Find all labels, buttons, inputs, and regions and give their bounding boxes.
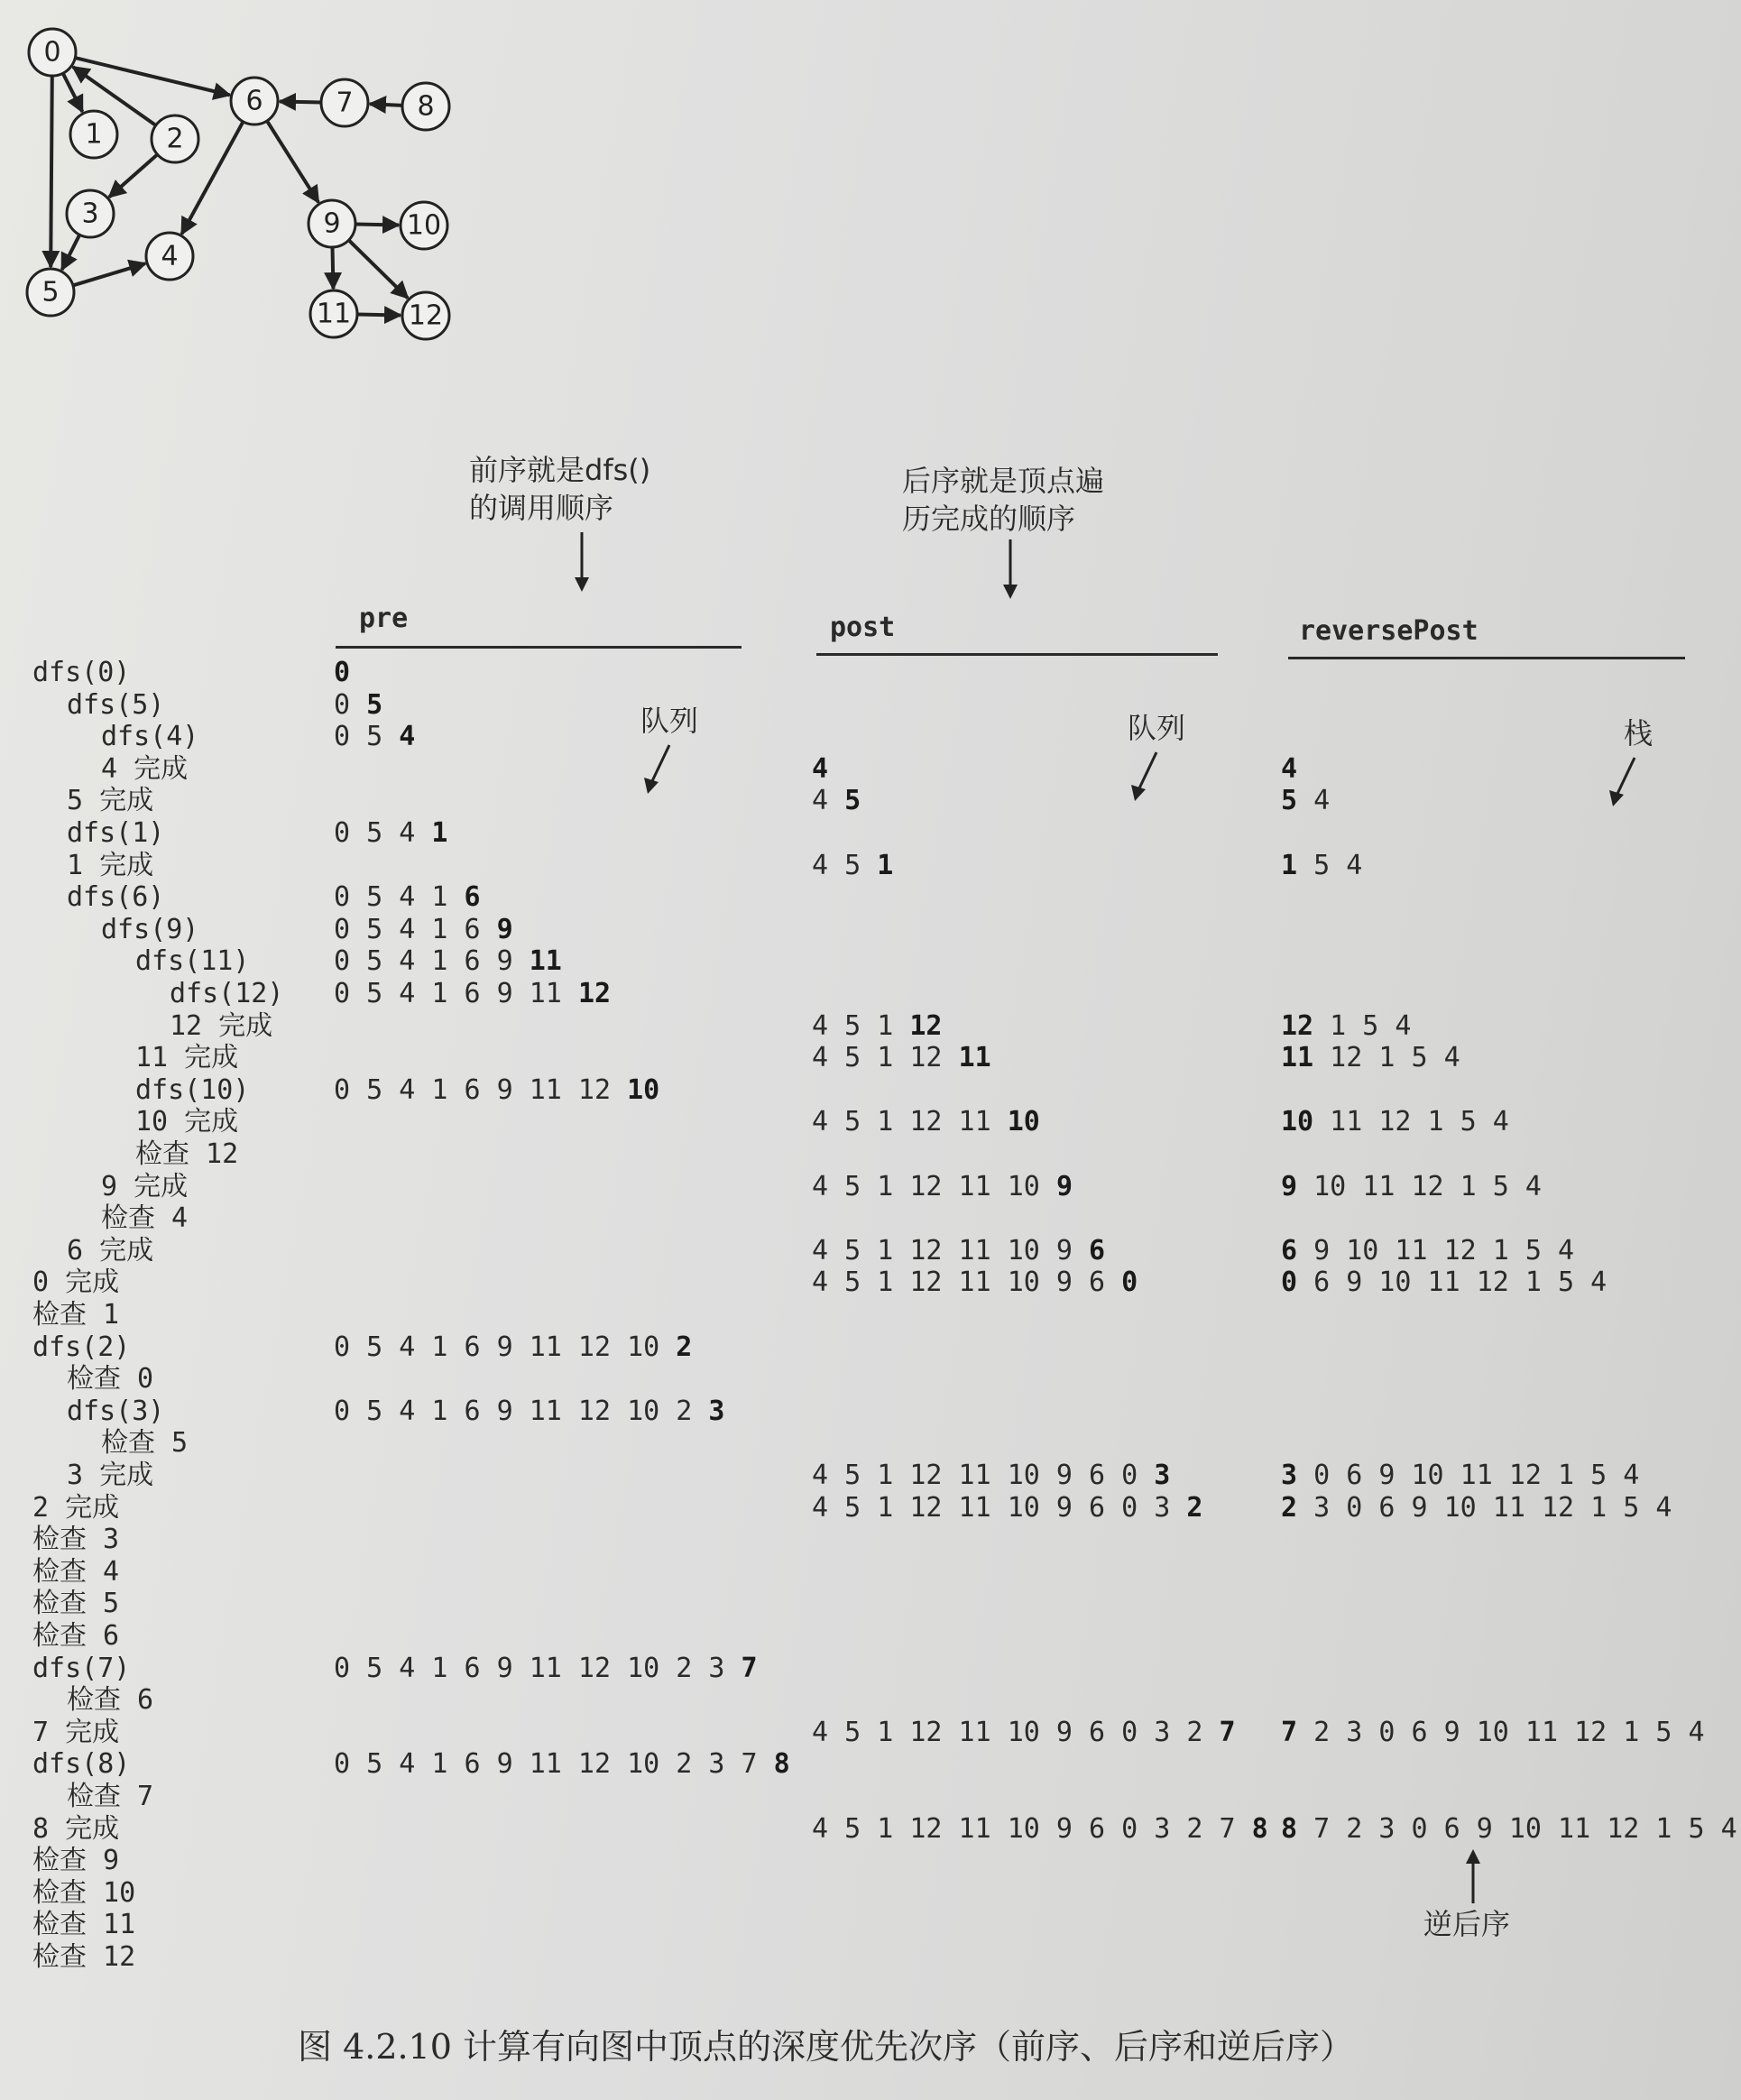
trace-step: 0 完成: [32, 1266, 120, 1299]
graph-node-label: 8: [417, 90, 435, 123]
pre-cell: 0 5 4 1 6 9 11 12 10: [334, 1073, 660, 1106]
reverse-post-cell: 1 5 4: [1281, 849, 1363, 881]
trace-row: [0, 1010, 1741, 1043]
new-vertex: 4: [399, 721, 416, 753]
trace-step: 4 完成: [101, 752, 189, 785]
graph-node-label: 12: [408, 299, 444, 332]
graph-node-label: 0: [43, 36, 61, 69]
trace-step: 检查 4: [101, 1202, 189, 1235]
new-vertex: 10: [1281, 1106, 1314, 1138]
graph-node-7: [321, 79, 368, 126]
trace-step: 9 完成: [101, 1170, 189, 1202]
trace-row: [0, 978, 1741, 1010]
trace-step: 检查 12: [32, 1941, 136, 1973]
edge-11-12: [357, 315, 401, 316]
trace-step: 10 完成: [135, 1106, 239, 1138]
reverse-post-header: reversePost: [1299, 615, 1478, 647]
trace-row: [0, 785, 1741, 817]
new-vertex: 8: [1251, 1812, 1268, 1845]
graph-node-9: [309, 200, 355, 247]
trace-step: dfs(11): [135, 945, 250, 978]
edge-9-10: [355, 225, 399, 226]
trace-row: [0, 753, 1741, 786]
edge-9-12: [349, 240, 408, 298]
graph-node-label: 3: [81, 198, 99, 230]
trace-row: [0, 1106, 1741, 1138]
reverse-post-cell: 9 10 11 12 1 5 4: [1281, 1170, 1542, 1202]
trace-row: [0, 1717, 1741, 1749]
new-vertex: 2: [1281, 1491, 1298, 1524]
trace-step: 检查 12: [135, 1138, 239, 1170]
new-vertex: 8: [773, 1748, 790, 1781]
stack-label: 栈: [1624, 716, 1653, 751]
graph-node-10: [401, 202, 447, 249]
post-annotation-line2: 历完成的顺序: [902, 502, 1076, 536]
trace-step: 检查 10: [32, 1876, 136, 1909]
trace-step: 检查 5: [32, 1588, 120, 1620]
trace-row: [0, 817, 1741, 850]
post-cell: 4 5 1 12 11 10 9: [812, 1170, 1073, 1202]
pre-cell: 0 5: [334, 688, 383, 721]
graph-node-8: [402, 83, 449, 130]
graph-node-11: [310, 290, 357, 337]
trace-row: [0, 1588, 1741, 1620]
trace-step: 检查 4: [32, 1555, 120, 1588]
trace-row: [0, 1781, 1741, 1813]
new-vertex: 0: [334, 657, 351, 688]
trace-row: [0, 1138, 1741, 1171]
edge-0-5: [51, 76, 52, 267]
new-vertex: 5: [1281, 785, 1298, 817]
trace-step: dfs(8): [32, 1748, 131, 1781]
trace-row: [0, 1042, 1741, 1074]
trace-step: 检查 6: [32, 1620, 120, 1652]
reverse-post-cell: 0 6 9 10 11 12 1 5 4: [1281, 1266, 1607, 1299]
trace-step: dfs(10): [135, 1073, 250, 1106]
trace-row: [0, 1202, 1741, 1235]
trace-row: [0, 1299, 1741, 1331]
post-cell: 4 5 1 12 11 10 9 6 0 3 2: [812, 1491, 1203, 1524]
trace-step: 检查 7: [67, 1781, 154, 1812]
post-header-rule: [816, 653, 1218, 656]
graph-nodes: [27, 29, 449, 339]
post-cell: 4 5 1 12 11 10 9 6 0 3 2 7: [812, 1716, 1236, 1748]
reverse-post-cell: 11 12 1 5 4: [1281, 1042, 1460, 1074]
graph-node-2: [152, 115, 198, 162]
trace-row: [0, 1813, 1741, 1846]
trace-step: 5 完成: [67, 785, 154, 817]
new-vertex: 4: [1281, 752, 1298, 785]
post-annotation: [902, 462, 1104, 538]
trace-step: 11 完成: [135, 1042, 239, 1074]
trace-step: 3 完成: [67, 1460, 154, 1491]
new-vertex: 9: [496, 913, 513, 945]
post-cell: 4 5 1 12: [812, 1009, 943, 1042]
post-annotation-arrow: [997, 539, 1024, 603]
graph-node-label: 9: [323, 207, 341, 240]
post-annotation-line1: 后序就是顶点遍: [902, 464, 1105, 498]
graph-node-12: [402, 292, 449, 339]
new-vertex: 7: [1219, 1716, 1236, 1748]
new-vertex: 10: [1007, 1106, 1040, 1138]
pre-cell: 0 5 4 1 6 9 11 12 10 2 3 7 8: [334, 1748, 790, 1781]
trace-row: [0, 657, 1741, 689]
reverse-post-arrow: [1460, 1849, 1487, 1903]
post-cell: 4 5: [812, 785, 861, 817]
reverse-post-cell: 12 1 5 4: [1281, 1009, 1412, 1042]
trace-row: [0, 1171, 1741, 1203]
trace-row: [0, 1684, 1741, 1717]
post-cell: [812, 753, 828, 786]
trace-step: 检查 11: [32, 1909, 136, 1941]
trace-row: [0, 1235, 1741, 1267]
graph-node-5: [27, 269, 74, 316]
new-vertex: 12: [909, 1009, 943, 1042]
trace-row: [0, 945, 1741, 978]
trace-step: 检查 9: [32, 1845, 120, 1877]
edge-0-1: [63, 73, 83, 112]
new-vertex: 9: [1281, 1170, 1298, 1202]
trace-step: dfs(0): [32, 657, 131, 688]
new-vertex: 1: [431, 817, 448, 849]
new-vertex: 12: [1281, 1009, 1314, 1042]
graph-node-0: [29, 29, 76, 76]
trace-row: [0, 1427, 1741, 1460]
trace-row: [0, 721, 1741, 753]
new-vertex: 0: [1281, 1266, 1298, 1299]
pre-cell: 0 5 4 1: [334, 817, 448, 849]
reverse-post-cell: 6 9 10 11 12 1 5 4: [1281, 1234, 1575, 1266]
new-vertex: 3: [1281, 1460, 1298, 1491]
reverse-post-cell: 5 4: [1281, 785, 1331, 817]
trace-step: 检查 3: [32, 1524, 120, 1556]
pre-cell: 0 5 4 1 6 9 11 12 10 2 3: [334, 1395, 725, 1427]
post-cell: 4 5 1 12 11 10 9 6 0: [812, 1266, 1138, 1299]
trace-row: [0, 1748, 1741, 1781]
new-vertex: 11: [529, 945, 562, 978]
trace-step: dfs(12): [170, 978, 284, 1009]
trace-step: dfs(1): [67, 817, 165, 849]
graph-node-label: 5: [41, 276, 60, 309]
post-cell: 4 5 1 12 11 10 9 6 0 3 2 7 8: [812, 1812, 1268, 1845]
trace-row: [0, 689, 1741, 722]
queue-label-post: 队列: [1128, 711, 1186, 745]
trace-row: [0, 1492, 1741, 1524]
trace-row: [0, 1074, 1741, 1107]
trace-step: dfs(3): [67, 1395, 165, 1427]
pre-header: pre: [359, 603, 409, 634]
pre-annotation-arrow: [568, 532, 595, 595]
new-vertex: 1: [1281, 849, 1298, 881]
new-vertex: 6: [1089, 1234, 1106, 1266]
new-vertex: 6: [1281, 1234, 1298, 1266]
new-vertex: 8: [1281, 1812, 1298, 1845]
edge-9-11: [333, 247, 334, 289]
pre-header-rule: [336, 646, 742, 649]
pre-cell: 0 5 4 1 6 9 11 12: [334, 978, 612, 1009]
post-cell: 4 5 1 12 11 10 9 6 0 3: [812, 1460, 1171, 1491]
pre-cell: 0 5 4 1 6: [334, 881, 481, 914]
new-vertex: 11: [1281, 1042, 1314, 1074]
new-vertex: 7: [741, 1652, 758, 1684]
trace-step: 7 完成: [32, 1716, 120, 1748]
trace-step: 检查 5: [101, 1427, 189, 1460]
new-vertex: 3: [1154, 1460, 1171, 1491]
new-vertex: 0: [1121, 1266, 1138, 1299]
pre-annotation: [469, 451, 650, 527]
new-vertex: 9: [1055, 1170, 1073, 1202]
trace-row: [0, 850, 1741, 882]
figure-caption: 图 4.2.10 计算有向图中顶点的深度优先次序（前序、后序和逆后序）: [298, 2027, 1355, 2067]
trace-step: 8 完成: [32, 1812, 120, 1845]
new-vertex: 4: [812, 752, 829, 785]
trace-step: 检查 1: [32, 1299, 120, 1331]
trace-step: 1 完成: [67, 849, 154, 881]
new-vertex: 12: [577, 978, 612, 1009]
post-cell: 4 5 1 12 11 10 9 6: [812, 1234, 1106, 1266]
trace-step: 2 完成: [32, 1491, 120, 1524]
new-vertex: 2: [676, 1331, 693, 1363]
trace-row: [0, 1460, 1741, 1492]
pre-annotation-line2: 的调用顺序: [469, 491, 614, 525]
graph-node-label: 2: [166, 123, 184, 155]
graph-node-label: 6: [245, 85, 263, 117]
trace-row: [0, 1556, 1741, 1589]
trace-step: dfs(9): [101, 913, 199, 945]
graph-node-label: 4: [161, 240, 179, 272]
new-vertex: 2: [1186, 1491, 1203, 1524]
trace-row: [0, 1524, 1741, 1556]
trace-step: dfs(5): [67, 688, 165, 721]
digraph-figure: [18, 27, 469, 352]
trace-row: [0, 914, 1741, 946]
edge-6-9: [267, 121, 318, 202]
new-vertex: 1: [877, 849, 894, 881]
edge-3-5: [62, 235, 80, 270]
trace-step: 12 完成: [170, 1009, 273, 1042]
edge-7-6: [280, 102, 321, 103]
trace-row: [0, 1653, 1741, 1685]
graph-node-6: [231, 78, 278, 124]
post-cell: 4 5 1 12 11 10: [812, 1106, 1040, 1138]
new-vertex: 7: [1281, 1716, 1298, 1748]
post-cell: 4 5 1: [812, 849, 894, 881]
graph-node-label: 11: [316, 298, 352, 330]
trace-row: [0, 1363, 1741, 1395]
new-vertex: 5: [844, 785, 861, 817]
reverse-post-cell: 7 2 3 0 6 9 10 11 12 1 5 4: [1281, 1716, 1705, 1748]
post-header: post: [830, 612, 896, 643]
reverse-post-cell: 2 3 0 6 9 10 11 12 1 5 4: [1281, 1491, 1672, 1524]
trace-row: [0, 1331, 1741, 1364]
graph-node-label: 1: [85, 118, 103, 151]
edge-8-7: [370, 104, 402, 106]
reverse-post-cell: 3 0 6 9 10 11 12 1 5 4: [1281, 1460, 1640, 1491]
trace-step: 6 完成: [67, 1234, 154, 1266]
trace-step: dfs(7): [32, 1652, 131, 1684]
pre-cell: 0 5 4 1 6 9: [334, 913, 513, 945]
new-vertex: 5: [366, 688, 383, 721]
pre-cell: 0 5 4 1 6 9 11: [334, 945, 562, 978]
trace-step: dfs(4): [101, 721, 199, 753]
post-cell: 4 5 1 12 11: [812, 1042, 991, 1074]
trace-step: dfs(2): [32, 1331, 131, 1363]
reverse-post-cell: 8 7 2 3 0 6 9 10 11 12 1 5 4: [1281, 1812, 1737, 1845]
pre-cell: 0 5 4 1 6 9 11 12 10 2: [334, 1331, 693, 1363]
reverse-post-label: 逆后序: [1423, 1907, 1511, 1941]
graph-node-3: [67, 190, 114, 237]
new-vertex: 10: [627, 1073, 660, 1106]
trace-row: [0, 1395, 1741, 1428]
new-vertex: 11: [958, 1042, 991, 1074]
pre-cell: 0 5 4: [334, 721, 416, 753]
new-vertex: 3: [708, 1395, 725, 1427]
trace-row: [0, 1266, 1741, 1299]
edge-5-4: [73, 263, 145, 285]
reverse-post-cell: 10 11 12 1 5 4: [1281, 1106, 1509, 1138]
pre-cell: [334, 657, 350, 689]
trace-row: [0, 881, 1741, 914]
graph-node-label: 7: [336, 87, 354, 119]
trace-row: [0, 1620, 1741, 1653]
reverse-post-cell: [1281, 753, 1297, 786]
edge-2-3: [109, 154, 158, 197]
graph-node-4: [146, 233, 193, 280]
graph-node-label: 10: [406, 209, 442, 242]
trace-row: [0, 1941, 1741, 1974]
pre-annotation-line1: 前序就是dfs(): [469, 453, 651, 487]
trace-step: dfs(6): [67, 881, 165, 914]
trace-step: 检查 6: [67, 1684, 154, 1717]
edge-0-6: [75, 58, 230, 95]
queue-label-pre: 队列: [640, 704, 699, 738]
trace-step: 检查 0: [67, 1363, 154, 1395]
new-vertex: 6: [464, 881, 481, 914]
pre-cell: 0 5 4 1 6 9 11 12 10 2 3 7: [334, 1652, 758, 1684]
graph-node-1: [70, 111, 117, 158]
